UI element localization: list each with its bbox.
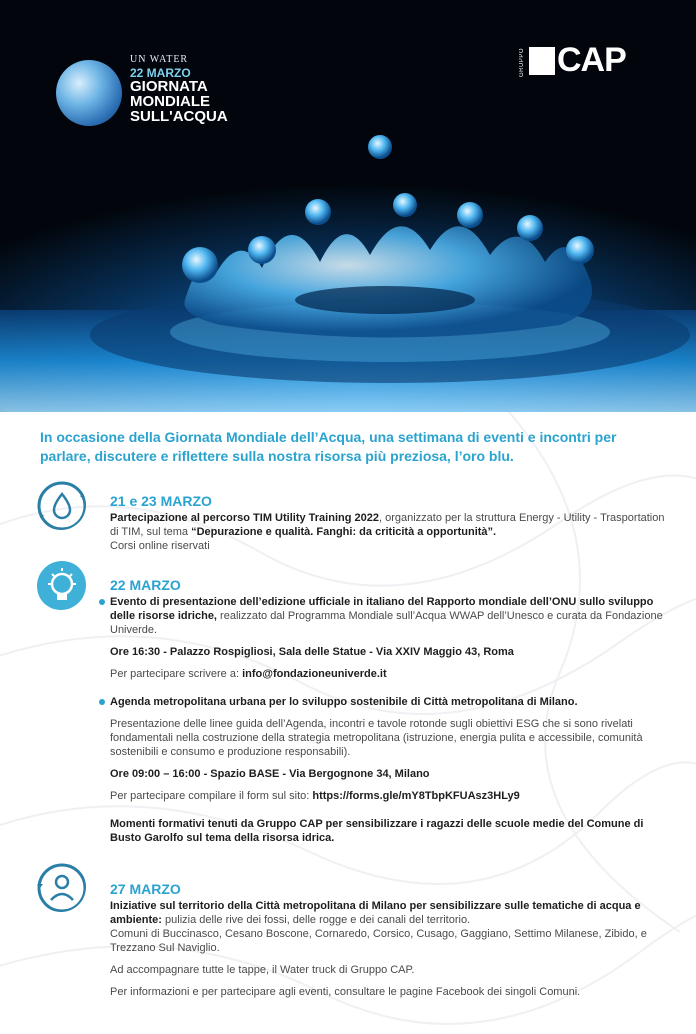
event-agenda-description: Presentazione delle linee guida dell’Agenda, incontri e tavole rotonde sugli obiettivi ESG che si sono rivelati fondamentali nella costruzione della strategia metropolitana (istruzione, energia pulita e accessibile, comunità sostenibili e consumo e produzione responsabili). [110,718,643,758]
cap-name: CAP [557,41,626,79]
section3-description: Iniziative sul territorio della Città metropolitana di Milano per sensibilizzare sulle tematiche di acqua e ambiente: pulizia delle rive dei fossi, delle rogge e dei canali del territorio. [110,900,641,926]
event-school-training: Momenti formativi tenuti da Gruppo CAP per sensibilizzare i ragazzi delle scuole medie del Comune di Busto Garolfo sul tema della risorsa idrica. [110,818,644,844]
globe-icon [56,60,122,126]
section1-note: Corsi online riservati [110,540,210,552]
section-27-marzo [110,882,665,1007]
form-link[interactable]: https://forms.gle/mY8TbpKFUAsz3HLy9 [312,790,520,802]
cap-mark-icon [529,47,555,75]
hero-image [0,0,696,412]
lightbulb-gear-icon [36,560,86,610]
world-water-day-logo [56,44,236,134]
event-onu-location: Ore 16:30 - Palazzo Rospigliosi, Sala delle Statue - Via XXIV Maggio 43, Roma [110,646,514,658]
section3-info: Per informazioni e per partecipare agli eventi, consultare le pagine Facebook dei singoli Comuni. [110,986,581,998]
un-water-label: UN WATER [130,54,189,65]
section3-truck: Ad accompagnare tutte le tappe, il Water truck di Gruppo CAP. [110,964,415,976]
gruppo-cap-logo [519,41,644,80]
event-agenda-form: Per partecipare compilare il form sul sito: https://forms.gle/mY8TbpKFUAsz3HLy9 [110,790,520,802]
section-21-23-marzo [110,494,665,553]
contact-email-link[interactable]: info@fondazioneuniverde.it [242,668,387,680]
section3-date: 27 MARZO [110,881,181,897]
intro-text: In occasione della Giornata Mondiale dell’Acqua, una settimana di eventi e incontri per parlare, discutere e riflettere sulla nostra risorsa più preziosa, l’oro blu. [40,429,617,464]
section-22-marzo [110,578,665,853]
section1-date: 21 e 23 MARZO [110,493,212,509]
person-icon [36,862,86,912]
section1-description: Partecipazione al percorso TIM Utility Training 2022, organizzato per la struttura Energy - Utility - Trasportation di TIM, sul tema “Depurazione e qualità. Fanghi: da criticità a opportunità”. [110,512,665,538]
event-agenda-title: Agenda metropolitana urbana per lo sviluppo sostenibile di Città metropolitana di Milano. [110,695,665,709]
event-agenda-location: Ore 09:00 – 16:00 - Spazio BASE - Via Bergognone 34, Milano [110,768,430,780]
logo-date: 22 MARZO [130,66,191,80]
event-onu-report: Evento di presentazione dell’edizione ufficiale in italiano del Rapporto mondiale dell’ONU sullo sviluppo delle risorse idriche, realizzato dal Programma Mondiale sull’Acqua WWAP dell’Unesco e curata da Fondazione Univerde. [110,595,665,637]
section3-towns: Comuni di Buccinasco, Cesano Boscone, Cornaredo, Corsico, Cusago, Gaggiano, Settimo Milanese, Zibido, e Trezzano Sul Naviglio. [110,928,647,954]
content-area [0,412,696,1034]
cap-gruppo-label: GRUPPO [519,48,525,78]
logo-title: GIORNATA MONDIALE SULL'ACQUA [130,78,228,125]
water-cycle-icon [36,480,86,530]
event-onu-contact: Per partecipare scrivere a: info@fondazioneuniverde.it [110,668,387,680]
section2-date: 22 MARZO [110,577,181,593]
